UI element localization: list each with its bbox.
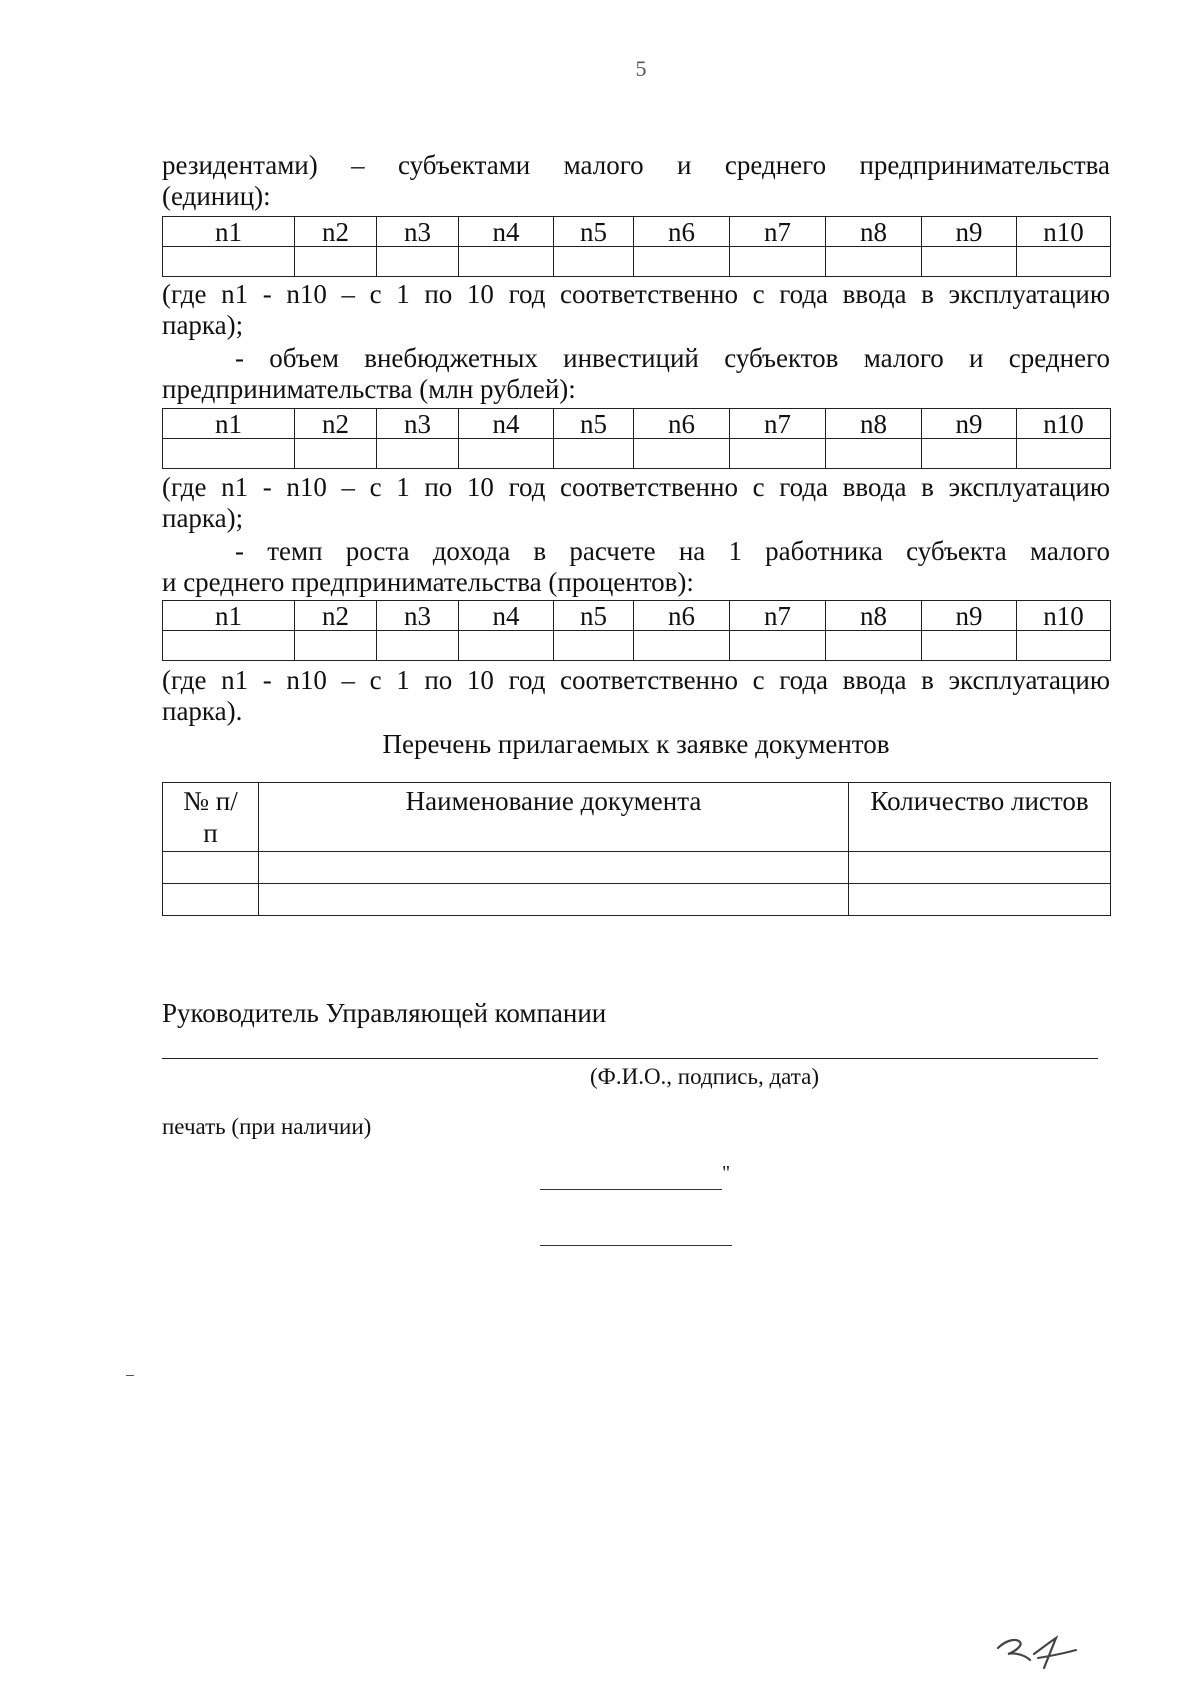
quote-mark: " <box>722 1162 731 1184</box>
value-cell[interactable] <box>922 247 1017 277</box>
value-cell[interactable] <box>295 439 377 469</box>
value-cell[interactable] <box>634 247 730 277</box>
year-header: n6 <box>634 217 730 247</box>
value-cell[interactable] <box>826 631 922 661</box>
value-cell[interactable] <box>377 631 459 661</box>
year-header: n8 <box>826 409 922 439</box>
handwritten-initials-icon <box>990 1618 1090 1678</box>
value-cell[interactable] <box>459 631 554 661</box>
year-header: n1 <box>163 217 295 247</box>
value-cell[interactable] <box>1017 247 1111 277</box>
year-header: n10 <box>1017 409 1111 439</box>
note-line: парка). <box>162 696 243 726</box>
years-table-units <box>162 216 1111 277</box>
paragraph-residents <box>162 150 1110 212</box>
year-header: n8 <box>826 601 922 631</box>
year-header: n4 <box>459 217 554 247</box>
table-cell[interactable] <box>259 884 849 916</box>
page-number: 5 <box>635 56 647 81</box>
table-cell[interactable] <box>163 884 259 916</box>
year-header: n5 <box>554 217 634 247</box>
year-header: n7 <box>730 217 826 247</box>
table-cell[interactable] <box>849 852 1111 884</box>
note-line: (где n1 - n10 – с 1 по 10 год соответственно с года ввода в эксплуатацию <box>162 665 1110 695</box>
paragraph-line: (единиц): <box>162 181 271 211</box>
table-cell[interactable] <box>259 852 849 884</box>
date-line <box>540 1245 732 1246</box>
date-line <box>540 1189 722 1190</box>
column-header-number: № п/п <box>163 783 259 852</box>
stamp-label: печать (при наличии) <box>162 1114 372 1139</box>
paragraph-line: и среднего предпринимательства (процентов): <box>162 567 694 597</box>
year-header: n5 <box>554 409 634 439</box>
value-cell[interactable] <box>634 439 730 469</box>
value-cell[interactable] <box>554 439 634 469</box>
table-row <box>163 884 1111 916</box>
table-value-row <box>163 631 1111 661</box>
year-header: n9 <box>922 409 1017 439</box>
value-cell[interactable] <box>826 439 922 469</box>
year-header: n10 <box>1017 601 1111 631</box>
years-table-growth <box>162 600 1111 661</box>
table-row <box>163 852 1111 884</box>
value-cell[interactable] <box>554 247 634 277</box>
year-header: n4 <box>459 409 554 439</box>
year-header: n10 <box>1017 217 1111 247</box>
value-cell[interactable] <box>459 439 554 469</box>
table-header-row <box>163 601 1111 631</box>
column-header-quantity: Количество листов <box>849 783 1111 852</box>
value-cell[interactable] <box>922 439 1017 469</box>
year-header: n6 <box>634 409 730 439</box>
value-cell[interactable] <box>826 247 922 277</box>
value-cell[interactable] <box>295 631 377 661</box>
year-header: n2 <box>295 601 377 631</box>
table-value-row <box>163 439 1111 469</box>
year-header: n6 <box>634 601 730 631</box>
table-header-row <box>163 409 1111 439</box>
note-line: (где n1 - n10 – с 1 по 10 год соответственно с года ввода в эксплуатацию <box>162 279 1110 309</box>
note-period <box>162 279 1110 341</box>
value-cell[interactable] <box>1017 439 1111 469</box>
note-line: (где n1 - n10 – с 1 по 10 год соответственно с года ввода в эксплуатацию <box>162 472 1110 502</box>
year-header: n8 <box>826 217 922 247</box>
table-header-row <box>163 783 1111 852</box>
year-header: n9 <box>922 217 1017 247</box>
docs-list-heading: Перечень прилагаемых к заявке документов <box>382 729 890 759</box>
value-cell[interactable] <box>730 247 826 277</box>
paragraph-line: - объем внебюджетных инвестиций субъектов малого и среднего <box>235 343 1110 373</box>
value-cell[interactable] <box>554 631 634 661</box>
year-header: n2 <box>295 217 377 247</box>
value-cell[interactable] <box>730 439 826 469</box>
table-cell[interactable] <box>849 884 1111 916</box>
signature-title: Руководитель Управляющей компании <box>162 998 607 1028</box>
value-cell[interactable] <box>730 631 826 661</box>
year-header: n1 <box>163 409 295 439</box>
attached-documents-table <box>162 782 1111 916</box>
column-header-name: Наименование документа <box>259 783 849 852</box>
year-header: n7 <box>730 601 826 631</box>
year-header: n3 <box>377 409 459 439</box>
value-cell[interactable] <box>1017 631 1111 661</box>
year-header: n1 <box>163 601 295 631</box>
value-cell[interactable] <box>459 247 554 277</box>
note-period <box>162 665 1110 727</box>
year-header: n5 <box>554 601 634 631</box>
year-header: n2 <box>295 409 377 439</box>
note-line: парка); <box>162 503 244 533</box>
note-line: парка); <box>162 310 244 340</box>
value-cell[interactable] <box>922 631 1017 661</box>
value-cell[interactable] <box>163 247 295 277</box>
stray-mark <box>126 1375 134 1376</box>
table-header-row <box>163 217 1111 247</box>
paragraph-investments <box>162 343 1110 405</box>
paragraph-line: резидентами) – субъектами малого и среднего предпринимательства <box>162 150 1110 180</box>
value-cell[interactable] <box>163 631 295 661</box>
year-header: n3 <box>377 217 459 247</box>
year-header: n4 <box>459 601 554 631</box>
year-header: n7 <box>730 409 826 439</box>
value-cell[interactable] <box>377 439 459 469</box>
years-table-investments <box>162 408 1111 469</box>
signature-line <box>162 1058 1098 1059</box>
note-period <box>162 472 1110 534</box>
table-cell[interactable] <box>163 852 259 884</box>
value-cell[interactable] <box>634 631 730 661</box>
year-header: n9 <box>922 601 1017 631</box>
paragraph-line: предпринимательства (млн рублей): <box>162 374 576 404</box>
year-header: n3 <box>377 601 459 631</box>
paragraph-income-growth <box>162 536 1110 598</box>
value-cell[interactable] <box>295 247 377 277</box>
signature-caption: (Ф.И.О., подпись, дата) <box>590 1064 819 1089</box>
value-cell[interactable] <box>377 247 459 277</box>
paragraph-line: - темп роста дохода в расчете на 1 работника субъекта малого <box>235 536 1110 566</box>
table-value-row <box>163 247 1111 277</box>
value-cell[interactable] <box>163 439 295 469</box>
